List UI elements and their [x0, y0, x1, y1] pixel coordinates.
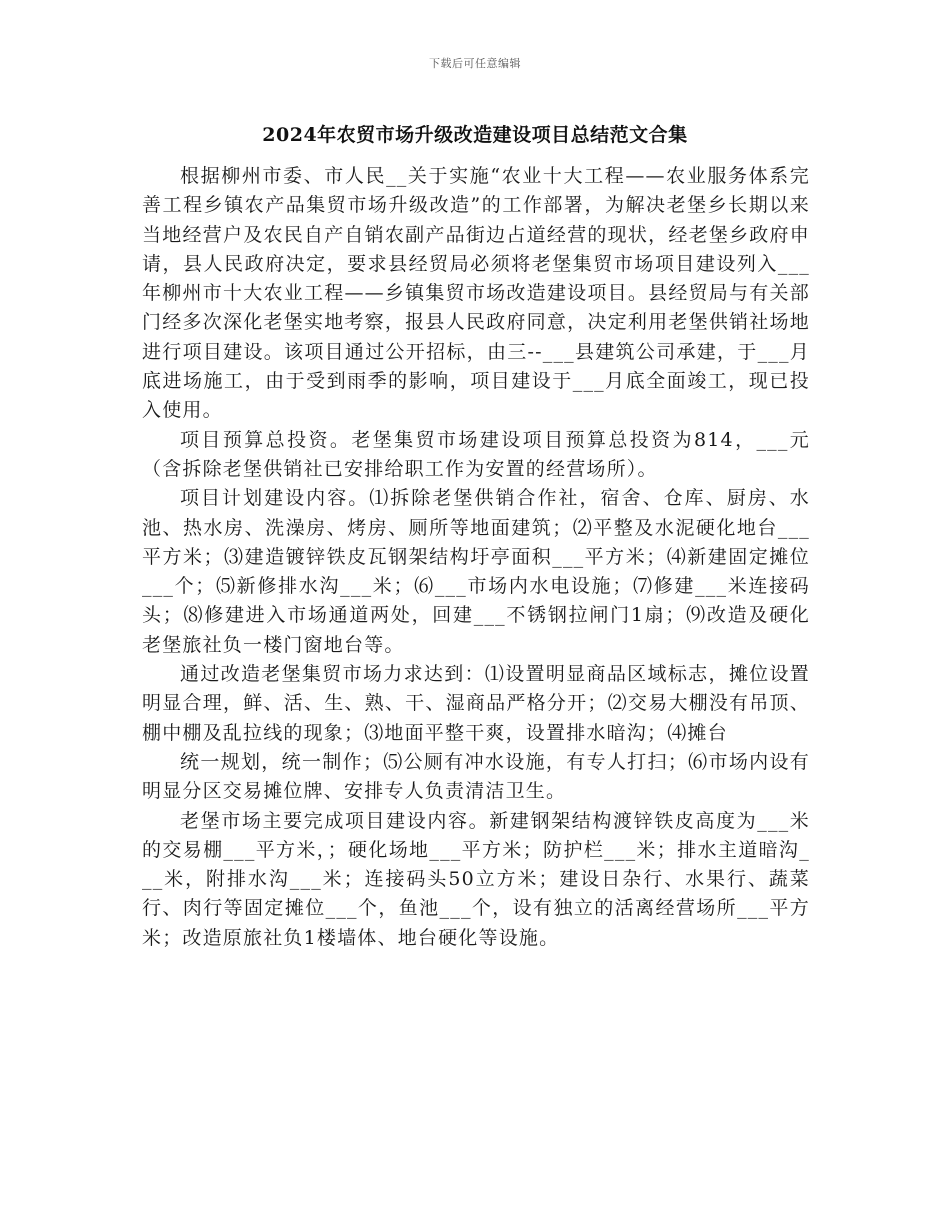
paragraph-3: 项目计划建设内容。⑴拆除老堡供销合作社，宿舍、仓库、厨房、水池、热水房、洗澡房、烤房、厕所等地面建筑；⑵平整及水泥硬化地台___平方米；⑶建造镀锌铁皮瓦钢架结构圩亭面积___平方米；⑷新建固定摊位___个；⑸新修排水沟___米；⑹___市场内水电设施；⑺修建___米连接码头；⑻修建进入市场通道两处，回建___不锈钢拉闸门1扇；⑼改造及硬化老堡旅社负一楼门窗地台等。 [142, 487, 810, 656]
header-note: 下载后可任意编辑 [429, 57, 521, 70]
document-title: 2024年农贸市场升级改造建设项目总结范文合集 [262, 124, 688, 146]
paragraph-6: 老堡市场主要完成项目建设内容。新建钢架结构渡锌铁皮高度为___米的交易棚___平方米，；硬化场地___平方米；防护栏___米；排水主道暗沟___米，附排水沟___米；连接码头50立方米；建设日杂行、水果行、蔬菜行、肉行等固定摊位___个，鱼池___个，设有独立的活离经营场所___平方米；改造原旅社负1楼墙体、地台硬化等设施。 [142, 809, 810, 949]
document-body [142, 162, 810, 953]
paragraph-4: 通过改造老堡集贸市场力求达到：⑴设置明显商品区域标志，摊位设置明显合理，鲜、活、生、熟、干、湿商品严格分开；⑵交易大棚没有吊顶、棚中棚及乱拉线的现象；⑶地面平整干爽，设置排水暗沟；⑷摊台 [142, 663, 810, 744]
paragraph-5: 统一规划，统一制作；⑸公厕有冲水设施，有专人打扫；⑹市场内设有明显分区交易摊位牌、安排专人负责清洁卫生。 [142, 750, 810, 803]
paragraph-1: 根据柳州市委、市人民__关于实施“农业十大工程——农业服务体系完善工程乡镇农产品集贸市场升级改造”的工作部署，为解决老堡乡长期以来当地经营户及农民自产自销农副产品街边占道经营的现状，经老堡乡政府申请，县人民政府决定，要求县经贸局必须将老堡集贸市场项目建设列入___年柳州市十大农业工程——乡镇集贸市场改造建设项目。县经贸局与有关部门经多次深化老堡实地考察，报县人民政府同意，决定利用老堡供销社场地进行项目建设。该项目通过公开招标，由三--___县建筑公司承建，于___月底进场施工，由于受到雨季的影响，项目建设于___月底全面竣工，现已投入使用。 [142, 165, 810, 422]
paragraph-2: 项目预算总投资。老堡集贸市场建设项目预算总投资为814，___元（含拆除老堡供销社已安排给职工作为安置的经营场所）。 [142, 428, 810, 480]
